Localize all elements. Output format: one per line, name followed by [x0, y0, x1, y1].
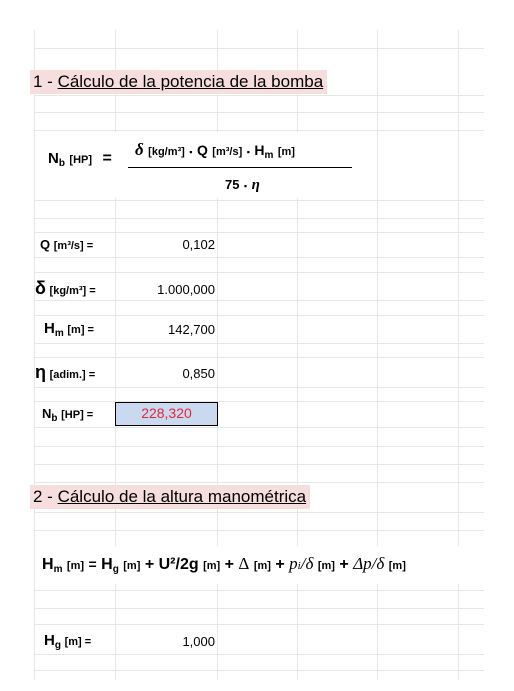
section-2-title — [30, 485, 310, 509]
formula-numerator: δ [kg/m³] ▪ Q [m³/s] ▪ $H_m$ [m] — [135, 140, 295, 161]
section-1-heading: Cálculo de la potencia de la bomba — [57, 72, 324, 91]
section-1-number: 1 - — [33, 72, 53, 91]
label-nb: $N_b$ [HP] = — [42, 406, 94, 424]
label-delta: δ [kg/m³] = — [35, 278, 96, 298]
value-eta[interactable]: 0,850 — [182, 366, 215, 381]
fraction-bar — [128, 167, 352, 168]
value-hg[interactable]: 1,000 — [182, 634, 215, 649]
label-eta: η [adim.] = — [35, 362, 96, 382]
value-q[interactable]: 0,102 — [182, 237, 215, 252]
section-2-heading: Cálculo de la altura manométrica — [57, 487, 307, 506]
head-formula: $H_m$ $[m] = H_g$ [m] + U²/2g [m] + Δ [m] + pi/δ [m] + Δp/δ [m] — [40, 546, 484, 584]
value-hm[interactable]: 142,700 — [168, 322, 215, 337]
section-2-number: 2 - — [33, 487, 53, 506]
formula-denominator: 75 ▪ η — [225, 177, 260, 193]
label-hm: $H_m$ [m] = — [44, 320, 94, 339]
section-1-title — [30, 70, 327, 94]
label-hg: $H_g$ [m] = — [44, 632, 92, 651]
value-delta[interactable]: 1.000,000 — [157, 282, 215, 297]
power-formula — [40, 132, 360, 198]
result-cell-nb[interactable]: 228,320 — [115, 402, 218, 426]
formula-lhs: $N_b$ [HP] = — [48, 150, 112, 169]
label-q: Q [m³/s] = — [40, 237, 94, 252]
